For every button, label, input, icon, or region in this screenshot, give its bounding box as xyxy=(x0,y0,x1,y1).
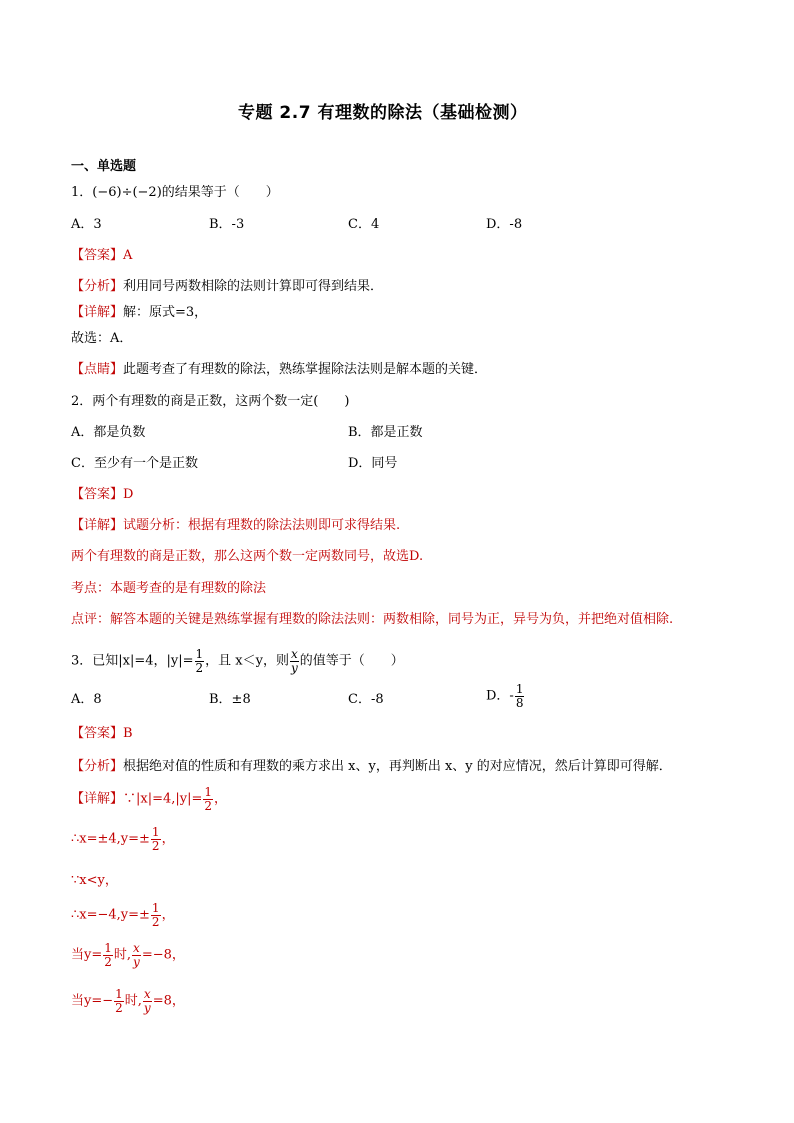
q1-choose: 故选：A． xyxy=(71,331,133,346)
q2-option-a: A．都是负数 xyxy=(71,425,146,440)
q1-option-c: C．4 xyxy=(348,217,380,232)
q3-answer: 【答案】B xyxy=(71,726,133,741)
q2-kaodian: 考点：本题考查的是有理数的除法 xyxy=(71,581,267,596)
q1-analysis xyxy=(71,280,383,293)
q1-option-d: D．-8 xyxy=(486,217,523,232)
q3-option-a: A．8 xyxy=(71,692,102,707)
analysis-tag: 【分析】 xyxy=(71,279,124,294)
fraction-one-half: $\frac{1}{2}$ xyxy=(195,647,204,675)
q2-option-b: B．都是正数 xyxy=(348,425,423,440)
q3-stem: 3．已知|x|=4，|y|= $\frac{1}{2}$ ，且 x＜y，则 $\frac{x}{y}$ 的值等于（ ） xyxy=(71,647,404,675)
q2-option-c: C．至少有一个是正数 xyxy=(71,456,198,471)
analysis-tag: 【分析】 xyxy=(71,759,124,774)
q2-detail xyxy=(71,519,400,532)
detail-text: 解：原式=3， xyxy=(123,305,208,320)
q3-detail-line-6: 当y=− $\frac{1}{2}$ 时, $\frac{x}{y}$ =8， xyxy=(71,987,185,1015)
q1-comment xyxy=(71,363,487,376)
q2-answer: 【答案】D xyxy=(71,487,134,502)
detail-text: 试题分析：根据有理数的除法法则即可求得结果. xyxy=(123,518,401,533)
q1-option-a: A．3 xyxy=(71,217,102,232)
q3-analysis xyxy=(71,760,672,773)
fraction-x-over-y: $\frac{x}{y}$ xyxy=(290,647,298,675)
page-title: 专题 2.7 有理数的除法（基础检测） xyxy=(238,103,528,123)
analysis-text: 利用同号两数相除的法则计算即可得到结果． xyxy=(123,279,384,294)
q1-detail xyxy=(71,306,207,319)
q1-answer: 【答案】A xyxy=(71,248,133,263)
comment-tag: 【点睛】 xyxy=(71,362,124,377)
section-heading: 一、单选题 xyxy=(71,159,137,174)
q1-stem: 1．(−6)÷(−2)的结果等于（ ） xyxy=(71,185,279,200)
q3-detail-line-4: ∴x=−4,y=± $\frac{1}{2}$ ， xyxy=(71,901,175,929)
q3-detail-line-2: ∴x=±4,y=± $\frac{1}{2}$ ， xyxy=(71,825,175,853)
detail-tag: 【详解】 xyxy=(71,518,124,533)
q2-stem: 2．两个有理数的商是正数，这两个数一定( ) xyxy=(71,394,350,409)
detail-tag: 【详解】 xyxy=(71,305,124,320)
fraction-one-eighth: $\frac{1}{8}$ xyxy=(515,682,524,710)
q3-option-c: C．-8 xyxy=(348,692,384,707)
q3-detail-line-5: 当y= $\frac{1}{2}$ 时, $\frac{x}{y}$ =−8， xyxy=(71,941,185,969)
analysis-text: 根据绝对值的性质和有理数的乘方求出 x、y，再判断出 x、y 的对应情况，然后计算即可得解． xyxy=(123,759,672,774)
comment-text: 此题考查了有理数的除法，熟练掌握除法法则是解本题的关键． xyxy=(123,362,488,377)
q2-explanation: 两个有理数的商是正数，那么这两个数一定两数同号，故选D. xyxy=(71,549,424,564)
q3-detail-line-3: ∵x<y， xyxy=(71,873,118,888)
q3-option-b: B．±8 xyxy=(209,692,251,707)
q3-option-d: D．- $\frac{1}{8}$ xyxy=(486,682,524,710)
detail-tag: 【详解】 xyxy=(71,791,124,807)
q2-dianping: 点评：解答本题的关键是熟练掌握有理数的除法法则：两数相除，同号为正，异号为负，并把绝对值相除. xyxy=(71,612,674,627)
q1-option-b: B．-3 xyxy=(209,217,245,232)
q3-detail-line-1: 【详解】∵|x|=4,|y|= $\frac{1}{2}$ ， xyxy=(71,785,228,813)
q2-option-d: D．同号 xyxy=(348,456,398,471)
